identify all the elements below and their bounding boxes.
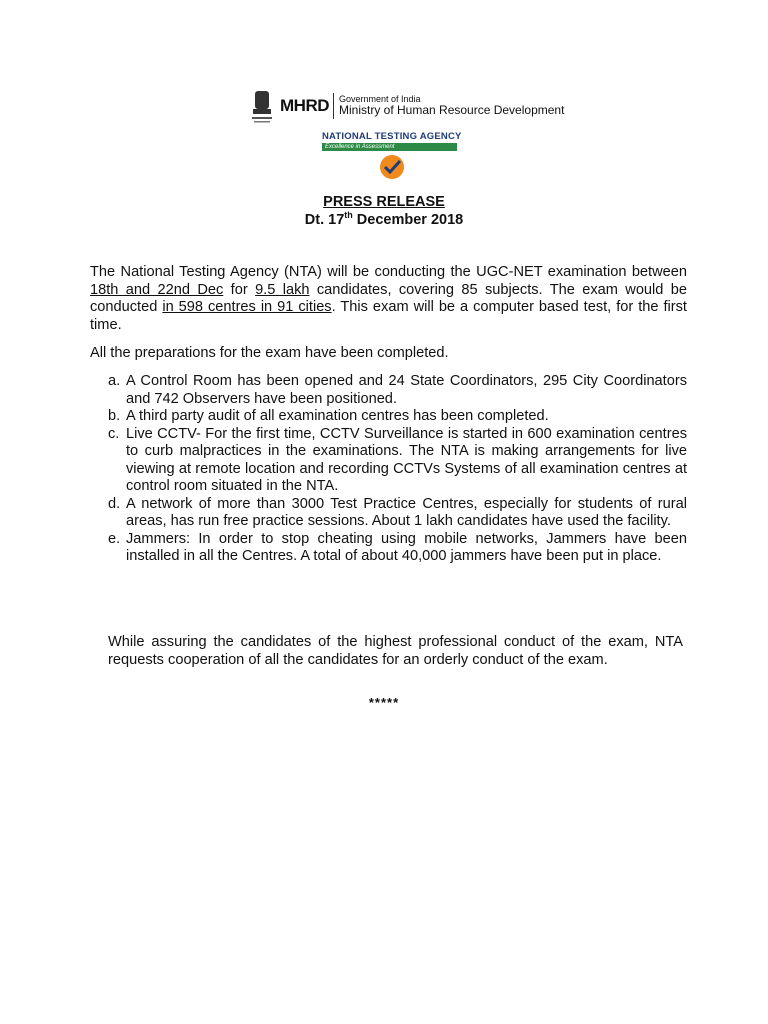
end-marker: ***** (368, 695, 400, 710)
candidate-count: 9.5 lakh (255, 281, 310, 298)
mhrd-logo (250, 86, 564, 126)
government-label: Government of India (339, 93, 421, 104)
press-release-heading: PRESS RELEASE (323, 194, 445, 210)
list-item: a. A Control Room has been opened and 24 State Coordinators, 295 City Coordinators and 742 Observers have been positioned. (108, 373, 687, 407)
centre-count: in 598 centres in 91 cities (162, 299, 332, 315)
list-item: d. A network of more than 3000 Test Practice Centres, especially for students of rural areas, has run free practice sessions. About 1 lakh candidates have used the facility. (108, 495, 687, 529)
mhrd-text-block (339, 94, 564, 118)
nta-logo (316, 128, 478, 180)
nta-tagline: Excellence in Assessment (322, 143, 457, 151)
nta-checkmark-icon (372, 152, 412, 180)
closing-paragraph: While assuring the candidates of the highest professional conduct of the exam, NTA requests cooperation of all the candidates for an orderly conduct of the exam. (108, 634, 683, 668)
national-emblem-icon (250, 87, 274, 125)
mhrd-abbreviation: MHRD (280, 96, 329, 115)
ministry-label: Ministry of Human Resource Development (339, 103, 565, 118)
mhrd-divider (333, 93, 334, 119)
preparation-list (90, 373, 687, 566)
preparations-paragraph: All the preparations for the exam have been completed. (90, 345, 449, 361)
list-item: e. Jammers: In order to stop cheating using mobile networks, Jammers have been installed in all the Centres. A total of about 40,000 jammers have been put in place. (108, 530, 687, 564)
nta-name: NATIONAL TESTING AGENCY (322, 131, 462, 142)
press-release-date: Dt. 17th December 2018 (304, 210, 464, 228)
exam-dates: 18th and 22nd Dec (90, 281, 224, 298)
list-item: b. A third party audit of all examination centres has been completed. (108, 408, 549, 424)
intro-paragraph: The National Testing Agency (NTA) will be conducting the UGC-NET examination between 18th and 22nd Dec for 9.5 lakh candidates, covering 85 subjects. The exam would be conducted in 598 centres in 91 cities. This exam will be a computer based test, for the first time. (90, 264, 688, 333)
list-item: c. Live CCTV- For the first time, CCTV Surveillance is started in 600 examination centres to curb malpractices in the examinations. The NTA is making arrangements for live viewing at remote location and recording CCTVs Systems of all examination centres at control room situated in the NTA. (108, 425, 687, 494)
